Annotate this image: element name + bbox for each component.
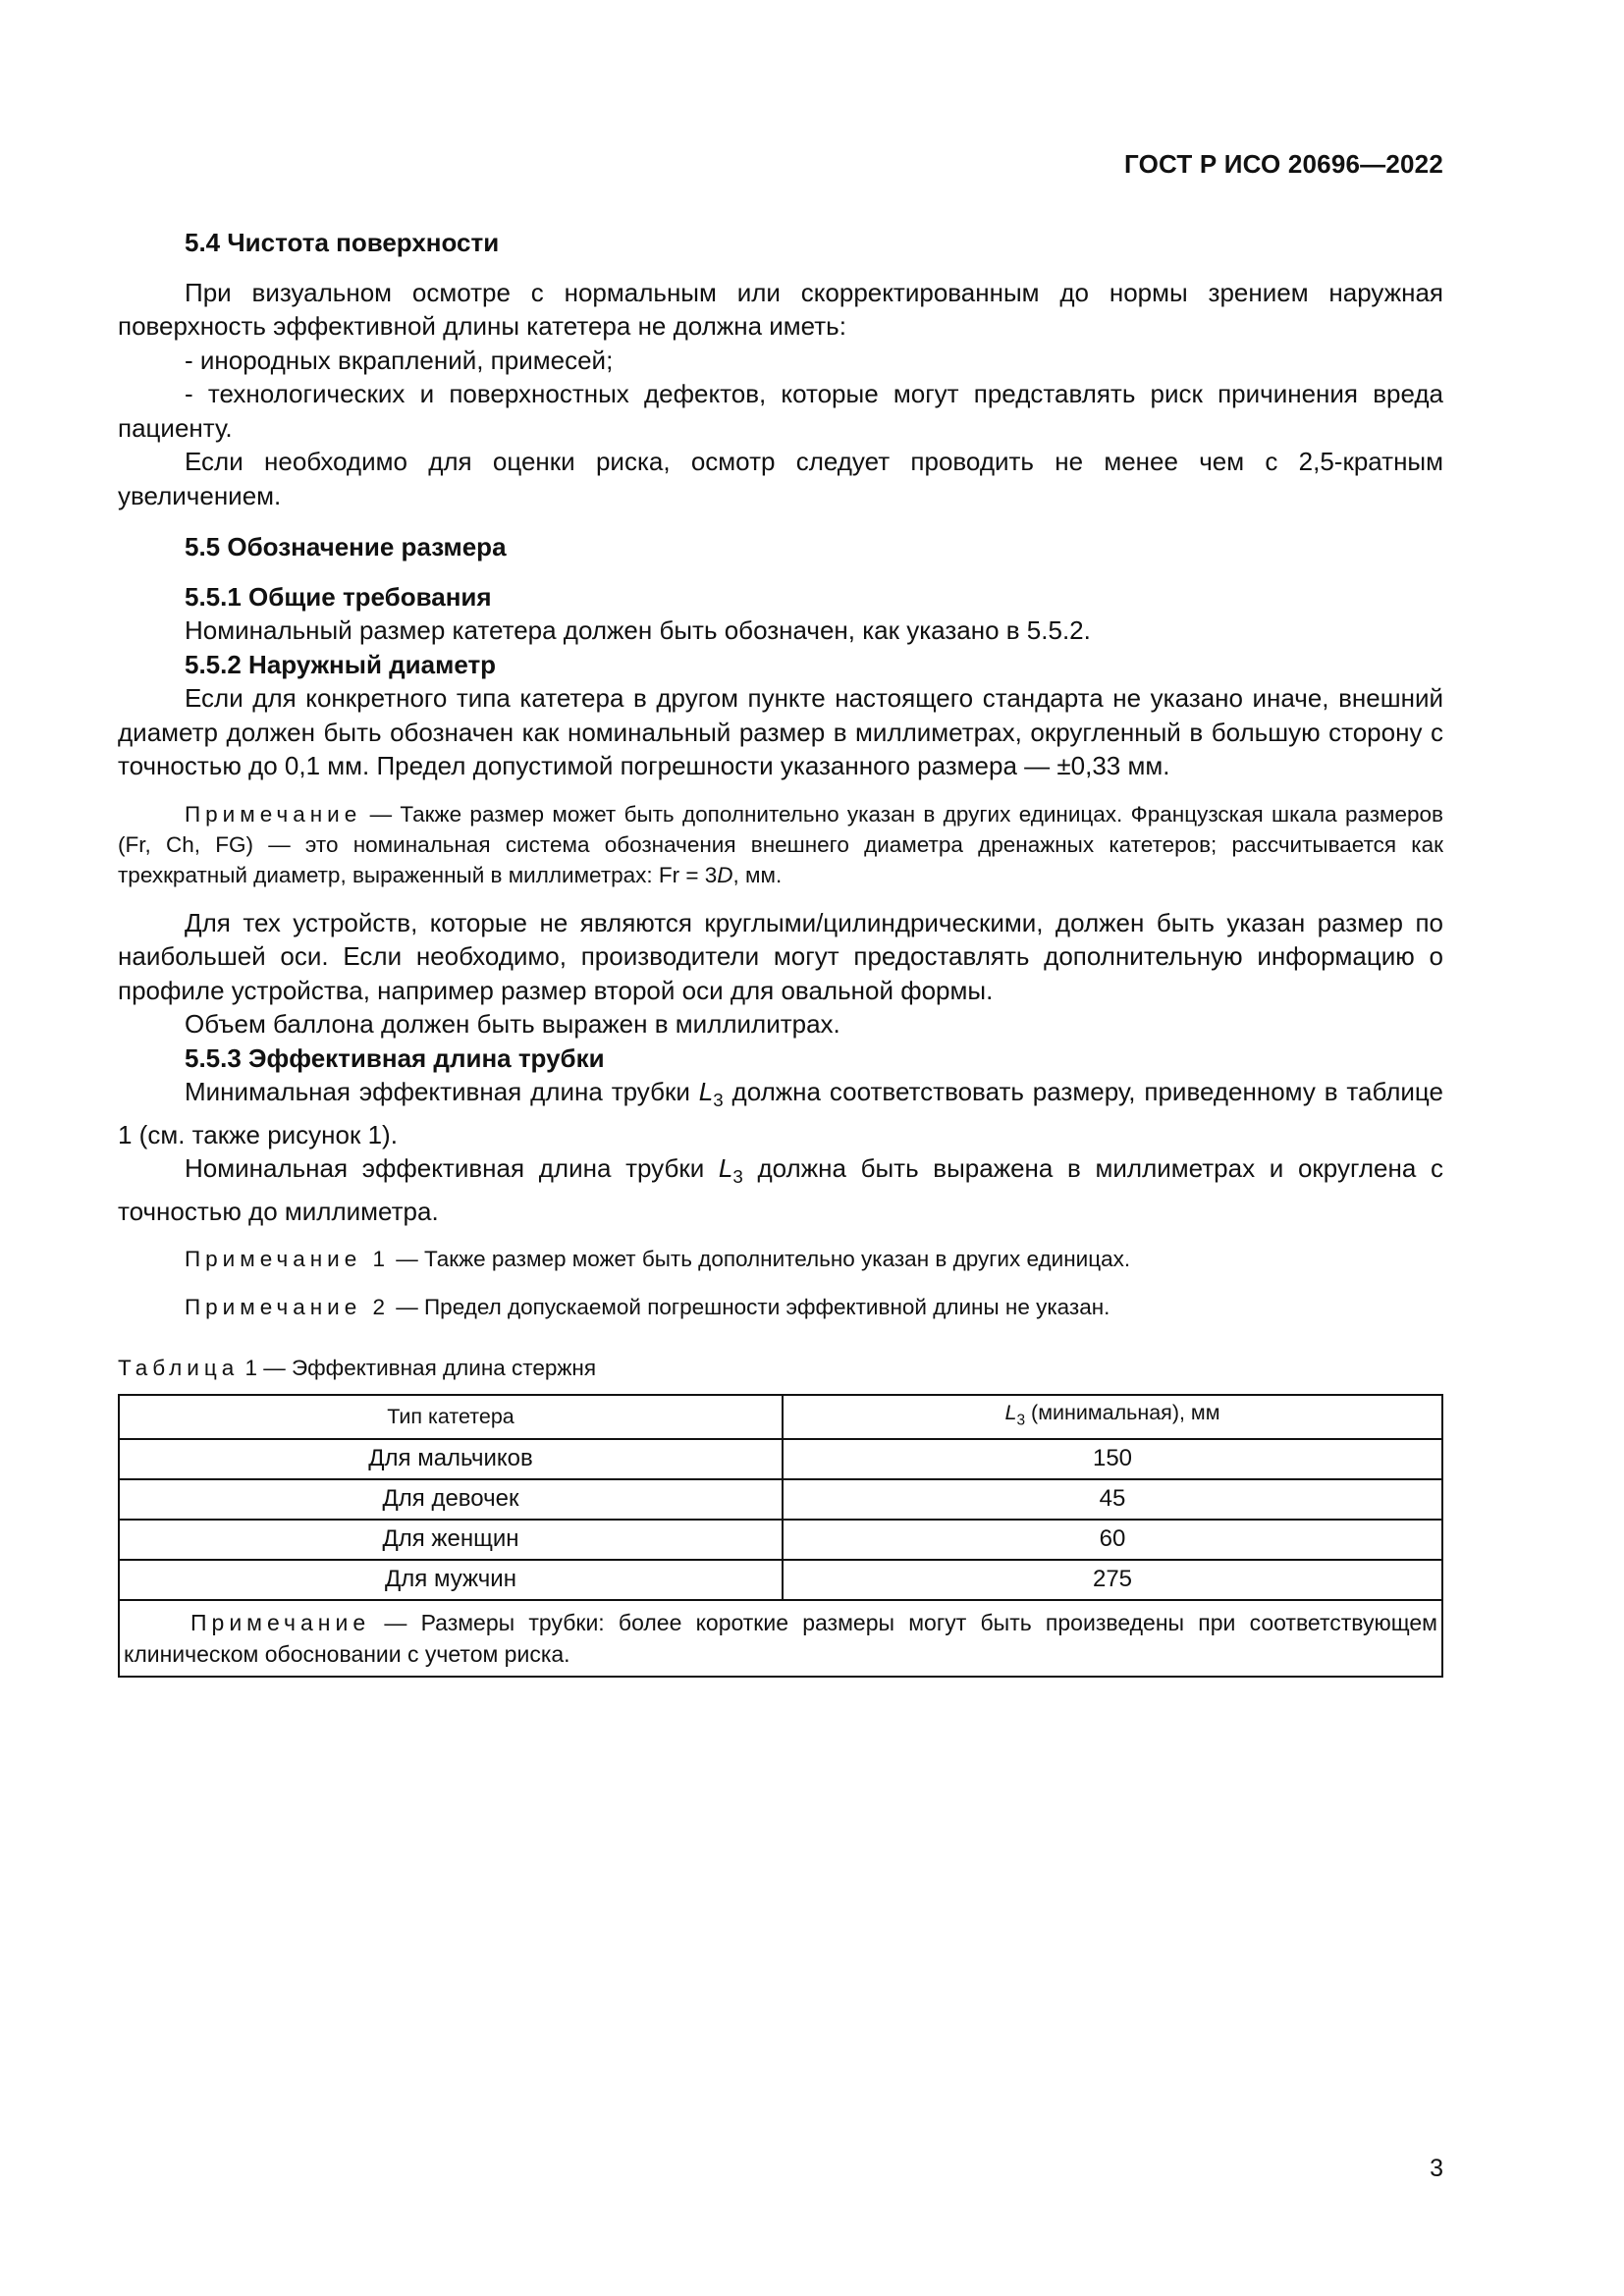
cell-type: Для мужчин xyxy=(119,1560,783,1600)
table-note: Примечание — Размеры трубки: более короткие размеры могут быть произведены при соответствующем клиническом обосновании с учетом риска. xyxy=(119,1600,1442,1677)
cell-type: Для мальчиков xyxy=(119,1439,783,1479)
section-5-4-paragraph: При визуальном осмотре с нормальным или скорректированным до нормы зрением наружная поверхность эффективной длины катетера не должна иметь: xyxy=(118,277,1443,341)
cell-type: Для женщин xyxy=(119,1520,783,1560)
section-5-4-title: 5.4 Чистота поверхности xyxy=(185,228,500,257)
section-5-5-title: 5.5 Обозначение размера xyxy=(185,532,507,561)
cell-value: 150 xyxy=(783,1439,1442,1479)
section-5-5-1-text: Номинальный размер катетера должен быть обозначен, как указано в 5.5.2. xyxy=(185,615,1091,645)
cell-type: Для девочек xyxy=(119,1479,783,1520)
noncircular-paragraph: Для тех устройств, которые не являются круглыми/цилиндрическими, должен быть указан размер по наибольшей оси. Если необходимо, производители могут предоставлять дополнительную информацию о профиле устройства, например размер второй оси для овальной формы. xyxy=(118,907,1443,1005)
section-5-4-paragraph: Если необходимо для оценки риска, осмотр следует проводить не менее чем с 2,5-кратным увеличением. xyxy=(118,447,1443,510)
table-header-row xyxy=(119,1395,1442,1439)
min-length-paragraph: Минимальная эффективная длина трубки $L_3$ должна соответствовать размеру, приведенному в таблице 1 (см. также рисунок 1). xyxy=(118,1077,1443,1149)
note-2: Примечание 2 — Предел допускаемой погрешности эффективной длины не указан. xyxy=(185,1295,1110,1320)
list-item: - технологических и поверхностных дефектов, которые могут представлять риск причинения вреда пациенту. xyxy=(118,379,1443,443)
section-5-5-1-title: 5.5.1 Общие требования xyxy=(185,581,492,612)
table-row xyxy=(119,1439,1442,1479)
table-row xyxy=(119,1479,1442,1520)
balloon-paragraph: Объем баллона должен быть выражен в миллилитрах. xyxy=(185,1009,840,1039)
document-page xyxy=(118,0,1443,2296)
note-1: Примечание 1 — Также размер может быть дополнительно указан в других единицах. xyxy=(185,1247,1131,1272)
column-header-type: Тип катетера xyxy=(119,1395,783,1439)
list-item: - инородных вкраплений, примесей; xyxy=(185,345,614,375)
section-5-5-2-title: 5.5.2 Наружный диаметр xyxy=(185,649,497,679)
section-5-5-3-title: 5.5.3 Эффективная длина трубки xyxy=(185,1042,605,1073)
nominal-length-paragraph: Номинальная эффективная длина трубки $L_3$ должна быть выражена в миллиметрах и округлена с точностью до миллиметра. xyxy=(118,1153,1443,1226)
column-header-length: $L_3$ (минимальная), мм xyxy=(783,1395,1442,1439)
cell-value: 60 xyxy=(783,1520,1442,1560)
section-5-5-2-text: Если для конкретного типа катетера в другом пункте настоящего стандарта не указано иначе, внешний диаметр должен быть обозначен как номинальный размер в миллиметрах, округленный в большую сторону с точностью до 0,1 мм. Предел допустимой погрешности указанного размера — ±0,33 мм. xyxy=(118,683,1443,780)
table-caption: Таблица 1 — Эффективная длина стержня xyxy=(118,1356,597,1381)
effective-length-table xyxy=(118,1394,1443,1678)
standard-header: ГОСТ Р ИСО 20696—2022 xyxy=(1123,149,1443,179)
note-label: Примечание 1 xyxy=(185,1247,390,1272)
page-content xyxy=(118,226,1443,1678)
table-note-row xyxy=(119,1600,1442,1677)
cell-value: 275 xyxy=(783,1560,1442,1600)
note-label: Примечание 2 xyxy=(185,1295,390,1320)
page-number: 3 xyxy=(1430,2155,1443,2182)
note-french-scale: Примечание — Также размер может быть дополнительно указан в других единицах. Французская шкала размеров (Fr, Ch, FG) — это номинальная система обозначения внешнего диаметра дренажных катетеров; рассчитывается как трехкратный диаметр, выраженный в миллиметрах: Fr = 3D, мм. xyxy=(118,801,1443,887)
note-label: Примечание xyxy=(185,801,362,827)
table-row xyxy=(119,1560,1442,1600)
table-row xyxy=(119,1520,1442,1560)
cell-value: 45 xyxy=(783,1479,1442,1520)
